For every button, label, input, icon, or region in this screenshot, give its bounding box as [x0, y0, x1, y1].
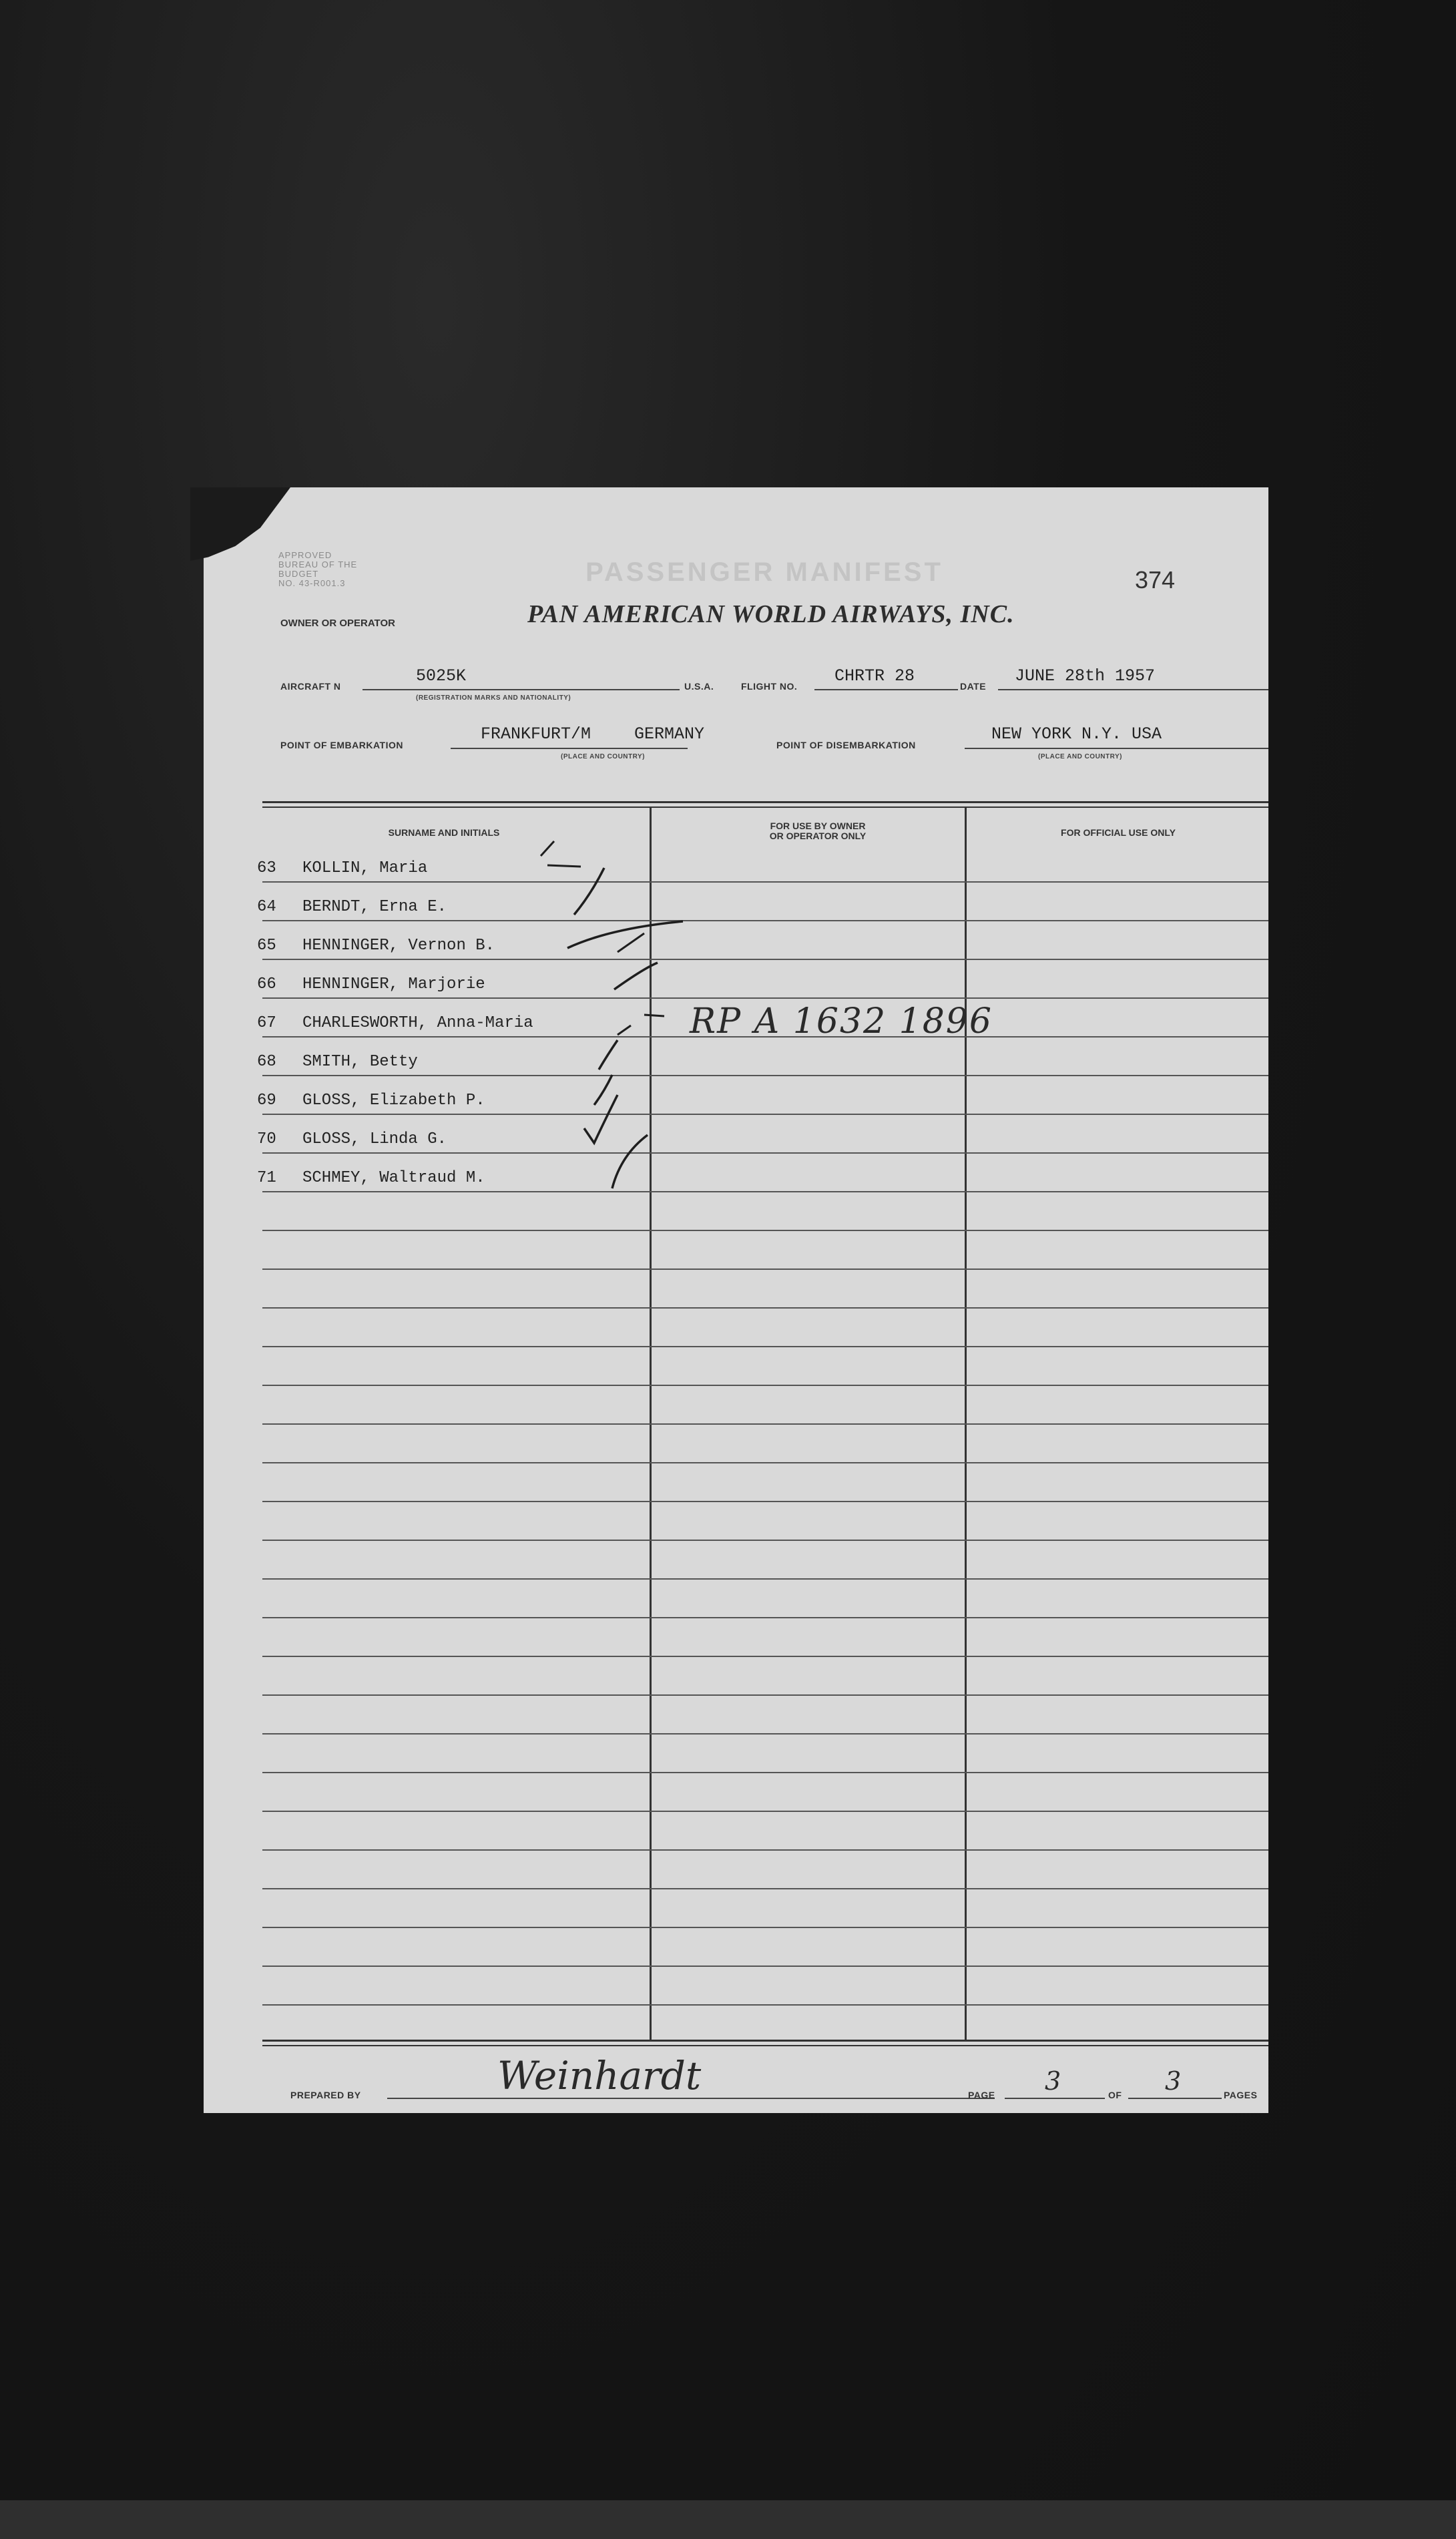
of-label: OF [1108, 2090, 1122, 2100]
prepared-by-signature: Weinhardt [497, 2053, 702, 2098]
check-mark [584, 1095, 618, 1143]
row-number: 68 [257, 1053, 276, 1071]
passenger-name: CHARLESWORTH, Anna-Maria [302, 1014, 533, 1032]
passenger-name: KOLLIN, Maria [302, 859, 428, 877]
passenger-name: HENNINGER, Marjorie [302, 975, 485, 993]
manifest-sheet [204, 487, 1268, 2113]
page-value: 3 [1045, 2066, 1061, 2096]
table-rule-line [262, 1501, 1268, 1502]
table-rule-line [262, 1811, 1268, 1812]
table-rule-line [262, 1346, 1268, 1347]
approved-line: BUREAU OF THE BUDGET [278, 559, 358, 579]
header-official-use: FOR OFFICIAL USE ONLY [1061, 827, 1176, 838]
owner-label: OWNER OR OPERATOR [280, 618, 395, 629]
airline-name: PAN AMERICAN WORLD AIRWAYS, INC. [527, 600, 1015, 628]
table-rule-line [262, 1966, 1268, 1967]
passenger-name: GLOSS, Linda G. [302, 1130, 447, 1148]
aircraft-value: 5025K [416, 666, 467, 686]
passenger-name: GLOSS, Elizabeth P. [302, 1092, 485, 1110]
table-rule-line [262, 1307, 1268, 1309]
header-surname: SURNAME AND INITIALS [388, 827, 500, 838]
aircraft-sub: (REGISTRATION MARKS AND NATIONALITY) [416, 694, 571, 702]
check-mark [599, 1040, 618, 1070]
table-rule-line [262, 1617, 1268, 1618]
check-mark [614, 963, 658, 989]
embarkation-country: GERMANY [634, 724, 705, 744]
row-number: 70 [257, 1130, 276, 1148]
flight-value: CHRTR 28 [834, 666, 915, 686]
approved-line: APPROVED [278, 550, 332, 560]
disembarkation-value: NEW YORK N.Y. USA [991, 724, 1162, 744]
table-rule-line [262, 1694, 1268, 1696]
embarkation-city: FRANKFURT/M [481, 724, 591, 744]
handwritten-check-marks [204, 487, 1268, 1289]
row-number: 64 [257, 898, 276, 916]
check-mark [541, 841, 581, 867]
row-number: 66 [257, 975, 276, 993]
check-mark [567, 921, 683, 948]
table-bottom-border-2 [262, 2045, 1268, 2046]
row-number: 69 [257, 1092, 276, 1110]
table-rule-line [262, 1462, 1268, 1463]
form-title: PASSENGER MANIFEST [585, 557, 943, 587]
row-number: 67 [257, 1014, 276, 1032]
page-serial-number: 374 [1135, 566, 1176, 594]
of-underline [1128, 2098, 1222, 2099]
row-number: 71 [257, 1169, 276, 1187]
usa-label: U.S.A. [684, 681, 714, 692]
table-rule-line [262, 2004, 1268, 2006]
table-rule-line [262, 1733, 1268, 1735]
table-rule-line [262, 1423, 1268, 1425]
owner-use-handwritten-note: RP A 1632 1896 [690, 1001, 993, 1042]
row-number: 63 [257, 859, 276, 877]
check-mark [594, 1075, 612, 1105]
table-rule-line [262, 1578, 1268, 1580]
passenger-name: SMITH, Betty [302, 1053, 418, 1071]
scan-bottom-band [0, 2500, 1456, 2539]
row-number: 65 [257, 937, 276, 955]
prepared-by-label: PREPARED BY [290, 2090, 361, 2100]
table-rule-line [262, 1656, 1268, 1657]
table-rule-line [262, 1888, 1268, 1889]
disembarkation-sub: (PLACE AND COUNTRY) [1038, 753, 1122, 760]
disembarkation-label: POINT OF DISEMBARKATION [776, 740, 916, 750]
table-rule-line [262, 1540, 1268, 1541]
passenger-name: BERNDT, Erna E. [302, 898, 447, 916]
of-value: 3 [1165, 2066, 1182, 2096]
approved-line: NO. 43-R001.3 [278, 578, 346, 588]
page-underline [1005, 2098, 1105, 2099]
check-mark [574, 868, 604, 915]
check-mark [618, 1015, 664, 1035]
embarkation-sub: (PLACE AND COUNTRY) [561, 753, 645, 760]
passenger-name: HENNINGER, Vernon B. [302, 937, 495, 955]
table-rule-line [262, 1927, 1268, 1928]
pages-label: PAGES [1224, 2090, 1258, 2100]
passenger-name: SCHMEY, Waltraud M. [302, 1169, 485, 1187]
date-label: DATE [960, 681, 987, 692]
date-value: JUNE 28th 1957 [1015, 666, 1156, 686]
aircraft-label: AIRCRAFT N [280, 681, 341, 692]
table-bottom-border [262, 2040, 1268, 2042]
embarkation-label: POINT OF EMBARKATION [280, 740, 403, 750]
check-mark [612, 1135, 648, 1188]
page-label: PAGE [968, 2090, 995, 2100]
flight-label: FLIGHT NO. [741, 681, 798, 692]
table-rule-line [262, 1385, 1268, 1386]
table-rule-line [262, 1849, 1268, 1851]
table-rule-line [262, 1772, 1268, 1773]
header-owner-use: FOR USE BY OWNER OR OPERATOR ONLY [769, 821, 867, 841]
check-mark [618, 933, 644, 952]
